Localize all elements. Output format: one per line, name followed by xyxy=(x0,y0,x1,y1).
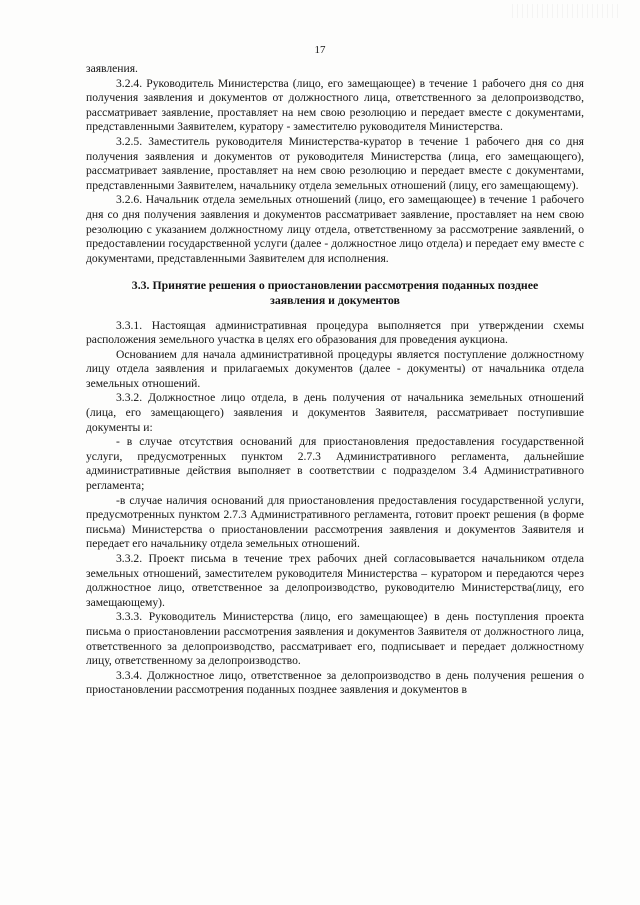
scan-artifact xyxy=(512,4,622,18)
page-number: 17 xyxy=(314,44,326,56)
list-item-grounds: -в случае наличия оснований для приостановления предоставления государственной услуги, предусмотренных пунктом 2.7.3 Административного регламента, готовит проект решения (в форме письма) Министерства о приостановлении рассмотрения заявления и документов Заявителя и передает его начальнику отдела земельных отношений. xyxy=(86,493,584,551)
paragraph-3-3-3: 3.3.3. Руководитель Министерства (лицо, его замещающее) в день поступления проекта письма о приостановлении рассмотрения заявления и документов Заявителя от должностного лица, ответственного за делопроизводство, рассматривает его, подписывает и передает должностному лицу, ответственному за делопроизводство. xyxy=(86,610,584,668)
paragraph-3-3-1: 3.3.1. Настоящая административная процедура выполняется при утверждении схемы расположения земельного участка в целях его образования для проведения аукциона. xyxy=(86,318,584,347)
paragraph-3-3-4: 3.3.4. Должностное лицо, ответственное за делопроизводство в день получения решения о приостановлении рассмотрения поданных позднее заявления и документов в xyxy=(86,668,584,697)
paragraph-basis: Основанием для начала административной процедуры является поступление должностному лицу отдела заявления и прилагаемых документов (далее - документы) от начальника отдела земельных отношений. xyxy=(86,347,584,390)
paragraph-3-3-2-letter: 3.3.2. Проект письма в течение трех рабочих дней согласовывается начальником отдела земельных отношений, заместителем руководителя Министерства – куратором и передаются через должностное лицо, ответственное за делопроизводство, руководителю Министерства(лицу, его замещающему). xyxy=(86,552,584,609)
section-heading-3-3: 3.3. Принятие решения о приостановлении рассмотрения поданных позднее заявления и документов xyxy=(131,278,539,307)
paragraph-3-2-6: 3.2.6. Начальник отдела земельных отношений (лицо, его замещающее) в течение 1 рабочего дня со дня получения заявления и документов рассматривает заявление, проставляет на нем свою резолюцию с указанием должностному лицу отдела, ответственному за рассмотрение заявлений, о предоставлении государственной услуги (далее - должностное лицо отдела) и передает ему вместе с документами, представленными Заявителем для исполнения. xyxy=(86,193,584,265)
list-item-no-grounds: - в случае отсутствия оснований для приостановления предоставления государственной услуги, предусмотренных пунктом 2.7.3 Административного регламента, дальнейшие административные действия выполняет в соответствии с подразделом 3.4 Административного регламента; xyxy=(86,435,584,493)
paragraph-3-3-2: 3.3.2. Должностное лицо отдела, в день получения от начальника земельных отношений (лица, его замещающего) заявления и документов Заявителя, рассматривает поступившие документы и: xyxy=(86,391,584,434)
paragraph-continuation: заявления. xyxy=(86,62,138,75)
paragraph-3-2-4: 3.2.4. Руководитель Министерства (лицо, его замещающее) в течение 1 рабочего дня со дня получения заявления и документов от должностного лица, ответственного за делопроизводство, рассматривает заявление, проставляет на нем свою резолюцию и передает вместе с документами, представленными Заявителем, куратору - заместителю руководителя Министерства. xyxy=(86,76,584,134)
document-body xyxy=(86,62,584,698)
paragraph-3-2-5: 3.2.5. Заместитель руководителя Министерства-куратор в течение 1 рабочего дня со дня получения заявления и документов от руководителя Министерства (лица, его замещающего), рассматривает заявление, проставляет на нем свою резолюцию и передает вместе с документами, представленными Заявителем, начальнику отдела земельных отношений (лицу, его замещающему). xyxy=(86,134,584,192)
